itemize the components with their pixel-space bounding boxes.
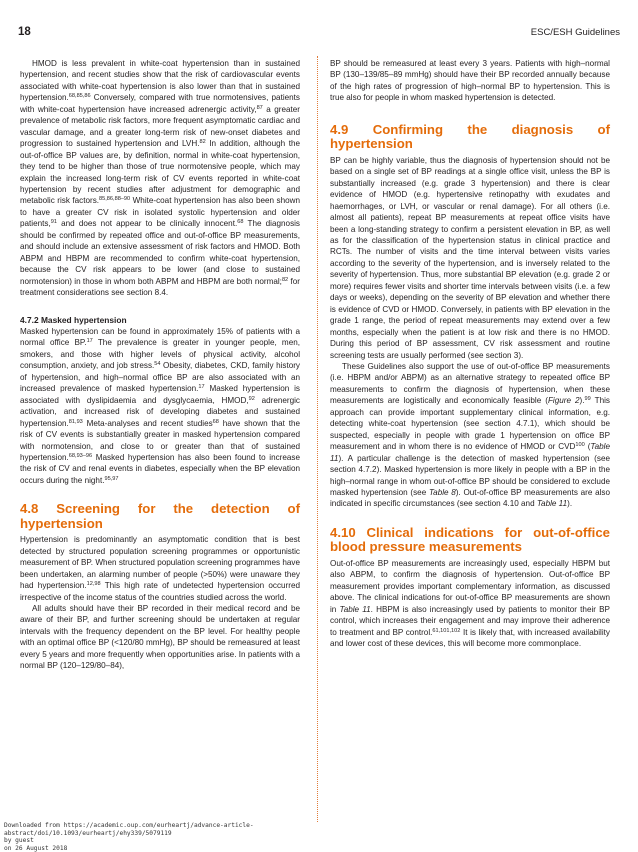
citation[interactable]: 85,86,88–90: [99, 196, 131, 203]
watermark-line: by guest: [4, 837, 34, 845]
citation[interactable]: 92: [248, 395, 255, 402]
citation[interactable]: 54: [154, 361, 161, 368]
table-link[interactable]: Table 11: [339, 604, 371, 614]
subsection-heading-masked: 4.7.2 Masked hypertension: [20, 314, 127, 325]
table-link[interactable]: Table 11: [536, 499, 568, 509]
citation[interactable]: 95,97: [104, 475, 119, 482]
citation[interactable]: 68,93–96: [68, 452, 93, 459]
citation[interactable]: 82: [281, 276, 289, 283]
left-column: [20, 58, 300, 672]
citation[interactable]: 100: [575, 442, 585, 449]
citation[interactable]: 91: [50, 219, 57, 226]
column-divider: [317, 56, 318, 822]
citation[interactable]: 68,85,86: [68, 93, 91, 100]
citation[interactable]: 17: [86, 338, 93, 345]
paragraph-white-coat: HMOD is less prevalent in white-coat hypertension than in sustained hypertension, and recent studies show that the risk of cardiovascular events associated with white-coat hypertension is also lower than that in sustained hypertension.$^{68,85,86}$ Conversely, compared with true normotensives, patients with white-coat hypertension have increased adrenergic activity,$^{87}$ a greater prevalence of metabolic risk factors, more frequent asymptomatic cardiac and vascular damage, and a greater long-term risk of new-onset diabetes and progression to sustained hypertension and LVH.$^{82}$ In addition, although the out-of-office BP values are, by definition, normal in white-coat hypertension, they tend to be higher than those of true normotensive people, which may explain the increased long-term risk of CV events reported in white-coat hypertension by recent studies after adjustment for demographic and metabolic risk factors.$^{85,86,88-90}$ White-coat hypertension has also been shown to have a greater CV risk in isolated systolic hypertension and older patients,$^{91}$ and does not appear to be clinically innocent.$^{68}$ The diagnosis should be confirmed by repeated office and out-of-office BP measurements, and should include an extensive assessment of risk factors and HMOD. Both ABPM and HBPM are recommended to confirm white-coat hypertension, because the CV risk appears to be lower (and close to sustained normotension) in those in whom both ABPM and HBPM are both normal;$^{82}$ for treatment considerations see section 8.4.: [20, 59, 300, 298]
table-link[interactable]: Table 8: [428, 487, 456, 497]
figure-link[interactable]: Figure 2: [547, 396, 580, 406]
citation[interactable]: 87: [256, 104, 263, 111]
watermark-line: Downloaded from https://academic.oup.com/eurheartj/advance-article-abstract/doi/10.1093/eurheartj/ehy339/5079119: [4, 822, 254, 837]
citation[interactable]: 82: [199, 139, 206, 146]
citation[interactable]: 17: [198, 384, 205, 391]
paragraph-confirming: BP can be highly variable, thus the diagnosis of hypertension should not be based on a single set of BP readings at a single office visit, unless the BP is substantially increased (e.g. grade 3 hypertension) and there is clear evidence of HMOD (e.g. hypertensive retinopathy with exudates and haemorrhages, or LVH, or vascular or renal damage). For all others (i.e. almost all patients), repeat BP measurements at repeat office visits have been a long-standing strategy to confirm a persistent elevation in BP, as well as for the classification of the hypertension status in clinical practice and RCTs. The number of visits and the time interval between visits varies according to the severity of the hypertension, and is inversely related to the severity of hypertension. Thus, more substantial BP elevation (e.g. grade 2 or more) requires fewer visits and shorter time intervals between visits (i.e. a few days or weeks), depending on the severity of BP elevation and whether there is evidence of CVD or HMOD. Conversely, in patients with BP elevation in the grade 1 range, the period of repeat measurements may extend over a few months, especially when the patient is at low risk and there is no HMOD. During this period of BP assessment, CV risk assessment and routine screening tests are usually performed (see section 3).: [330, 155, 610, 360]
page-number: 18: [18, 26, 31, 38]
right-column: [330, 58, 610, 649]
paragraph-screening-adults: All adults should have their BP recorded in their medical record and be aware of their BP, and further screening should be undertaken at regular intervals with the frequency dependent on the BP level. For healthy people with an optimal office BP (<120/80 mmHg), BP should be remeasured at least every 5 years and more frequently when opportunities arise. In patients with a normal BP (120–129/80–84),: [20, 604, 300, 671]
download-watermark: [4, 822, 324, 852]
watermark-line: on 26 August 2018: [4, 844, 68, 852]
citation[interactable]: 61,101,102: [432, 627, 461, 634]
citation[interactable]: 81,93: [68, 418, 83, 425]
paragraph-masked: Masked hypertension can be found in approximately 15% of patients with a normal office BP.$^{17}$ The prevalence is greater in younger people, men, smokers, and those with higher levels of physical activity, alcohol consumption, anxiety, and job stress.$^{54}$ Obesity, diabetes, CKD, family history of hypertension, and high–normal office BP are also associated with an increased prevalence of masked hypertension.$^{17}$ Masked hypertension is associated with dyslipidaemia and dysglycaemia, HMOD,$^{92}$ adrenergic activation, and increased risk of developing diabetes and sustained hypertension.$^{81,93}$ Meta-analyses and recent studies$^{68}$ have shown that the risk of CV events is substantially greater in masked hypertension compared with normotension, and close to or greater than that of sustained hypertension.$^{68,93-96}$ Masked hypertension has also been found to increase the risk of CV and renal events in diabetes, especially when the BP elevation occurs during the night.$^{95,97}$: [20, 326, 301, 485]
page-header: [18, 26, 620, 42]
section-heading-clinical-indications: 4.10 Clinical indications for out-of-office blood pressure measurements: [330, 524, 610, 555]
citation[interactable]: 68: [237, 219, 244, 226]
paragraph-clinical-indications: Out-of-office BP measurements are increasingly used, especially HBPM but also ABPM, to confirm the diagnosis of hypertension. Out-of-office BP measurement provides important complementary information, as discussed above. The clinical indications for out-of-office BP measurements are shown in Table 11. HBPM is also increasingly used by patients to monitor their BP control, which increases their engagement and may improve their adherence to treatment and BP control.$^{61,101,102}$ It is likely that, with increased availability and lower cost of these devices, this will become more commonplace.: [330, 558, 610, 649]
section-heading-screening: 4.8 Screening for the detection of hypertension: [20, 501, 300, 531]
paragraph-remeasure: BP should be remeasured at least every 3 years. Patients with high–normal BP (130–139/85–89 mmHg) should have their BP recorded annually because of the high rates of progression of high–normal BP to hypertension. This is true also for people in whom masked hypertension is detected.: [330, 59, 610, 103]
section-heading-confirming: 4.9 Confirming the diagnosis of hypertension: [330, 121, 610, 152]
paragraph-out-of-office: These Guidelines also support the use of out-of-office BP measurements (i.e. HBPM and/or ABPM) as an alternative strategy to repeated office BP measurements to confirm the diagnosis of hypertension, when these measurements are logistically and economically feasible (Figure 2).$^{99}$ This approach can provide important supplementary clinical information, e.g. detecting white-coat hypertension (see section 4.7.1), which should be suspected, especially in people with grade 1 hypertension on office BP measurement and in whom there is no evidence of HMOD or CVD$^{100}$ (Table 11). A particular challenge is the detection of masked hypertension (see section 4.7.2). Masked hypertension is more likely in people with a BP in the high–normal range in whom out-of-office BP should be considered to exclude masked hypertension (see Table 8). Out-of-office BP measurements are also indicated in specific circumstances (see section 4.10 and Table 11).: [330, 361, 610, 509]
citation[interactable]: 68: [212, 418, 219, 425]
citation[interactable]: 99: [584, 396, 591, 403]
running-title: ESC/ESH Guidelines: [530, 27, 620, 38]
table-link[interactable]: Table 11: [330, 442, 610, 463]
paragraph-screening: Hypertension is predominantly an asymptomatic condition that is best detected by structured population screening programmes or opportunistic measurement of BP. When structured population screening programmes have been undertaken, an alarming number of people (>50%) were unaware they had hypertension.$^{12,98}$ This high rate of undetected hypertension occurred irrespective of the income status of the countries studied across the world.: [20, 535, 300, 602]
citation[interactable]: 12,98: [86, 581, 101, 588]
